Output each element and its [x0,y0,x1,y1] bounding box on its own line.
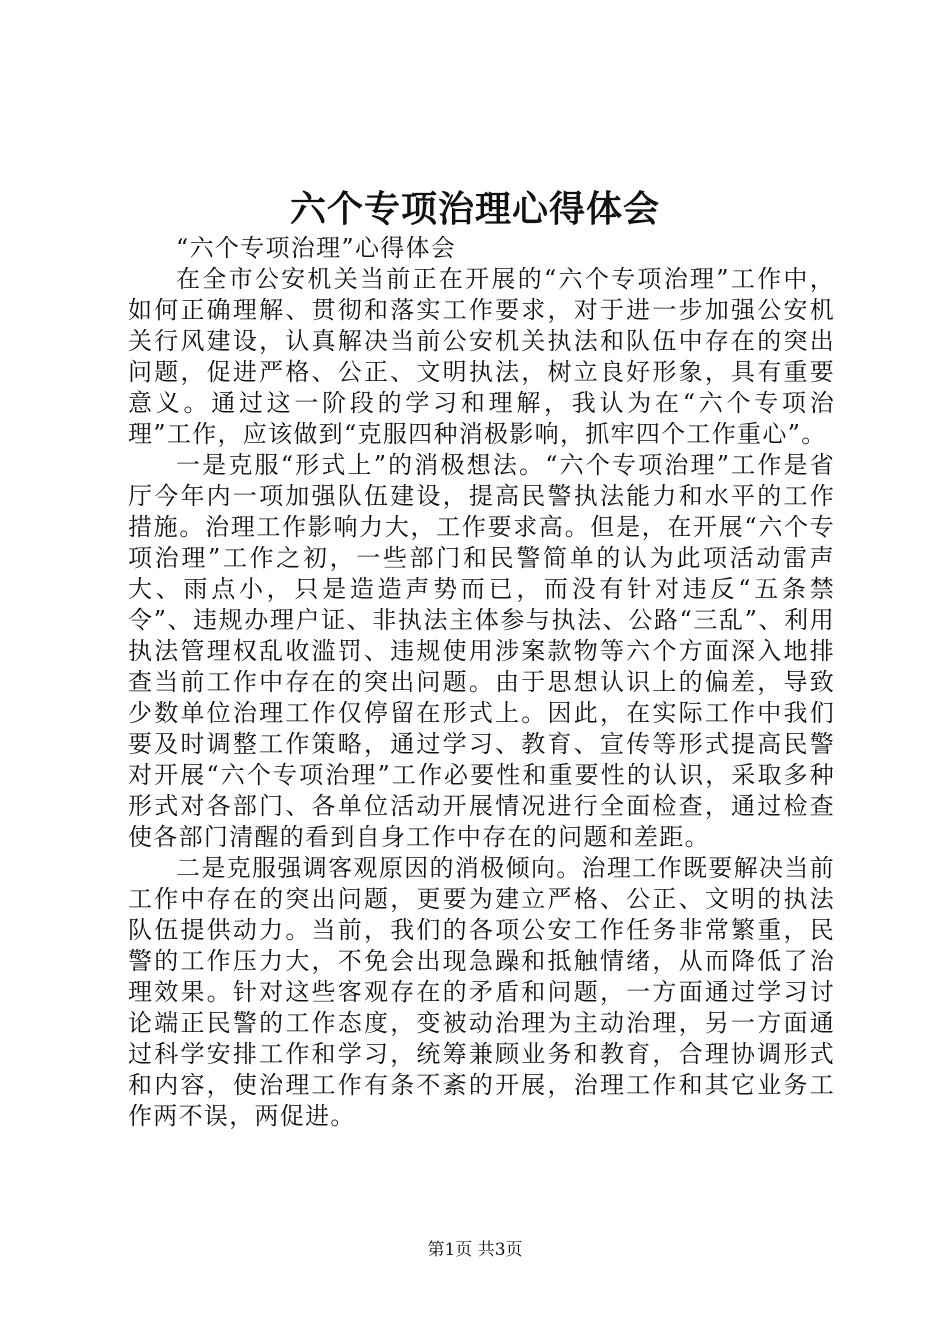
page-title: 六个专项治理心得体会 [289,188,660,230]
point-two-paragraph: 二是克服强调客观原因的消极倾向。治理工作既要解决当前工作中存在的突出问题，更要为建立严格、公正、文明的执法队伍提供动力。当前，我们的各项公安工作任务非常繁重，民警的工作压力大，不免会出现急躁和抵触情绪，从而降低了治理效果。针对这些客观存在的矛盾和问题，一方面通过学习讨论端正民警的工作态度，变被动治理为主动治理，另一方面通过科学安排工作和学习，统筹兼顾业务和教育，合理协调形式和内容，使治理工作有条不紊的开展，治理工作和其它业务工作两不误，两促进。 [128,854,835,1130]
subtitle-paragraph: “六个专项治理”心得体会 [176,234,457,262]
intro-paragraph: 在全市公安机关当前正在开展的“六个专项治理”工作中，如何正确理解、贯彻和落实工作要求，对于进一步加强公安机关行风建设，认真解决当前公安机关执法和队伍中存在的突出问题，促进严格、公正、文明执法，树立良好形象，具有重要意义。通过这一阶段的学习和理解，我认为在“六个专项治理”工作，应该做到“克服四种消极影响，抓牢四个工作重心”。 [128,265,835,448]
point-one-paragraph: 一是克服“形式上”的消极想法。“六个专项治理”工作是省厅今年内一项加强队伍建设，提高民警执法能力和水平的工作措施。治理工作影响力大，工作要求高。但是，在开展“六个专项治理”工作之初，一些部门和民警简单的认为此项活动雷声大、雨点小，只是造造声势而已，而没有针对违反“五条禁令”、违规办理户证、非执法主体参与执法、公路“三乱”、利用执法管理权乱收滥罚、违规使用涉案款物等六个方面深入地排查当前工作中存在的突出问题。由于思想认识上的偏差，导致少数单位治理工作仅停留在形式上。因此，在实际工作中我们要及时调整工作策略，通过学习、教育、宣传等形式提高民警对开展“六个专项治理”工作必要性和重要性的认识，采取多种形式对各部门、各单位活动开展情况进行全面检查，通过检查使各部门清醒的看到自身工作中存在的问题和差距。 [128,451,835,851]
document-body [128,233,835,1132]
page-footer: 第1页 共3页 [427,1240,523,1260]
